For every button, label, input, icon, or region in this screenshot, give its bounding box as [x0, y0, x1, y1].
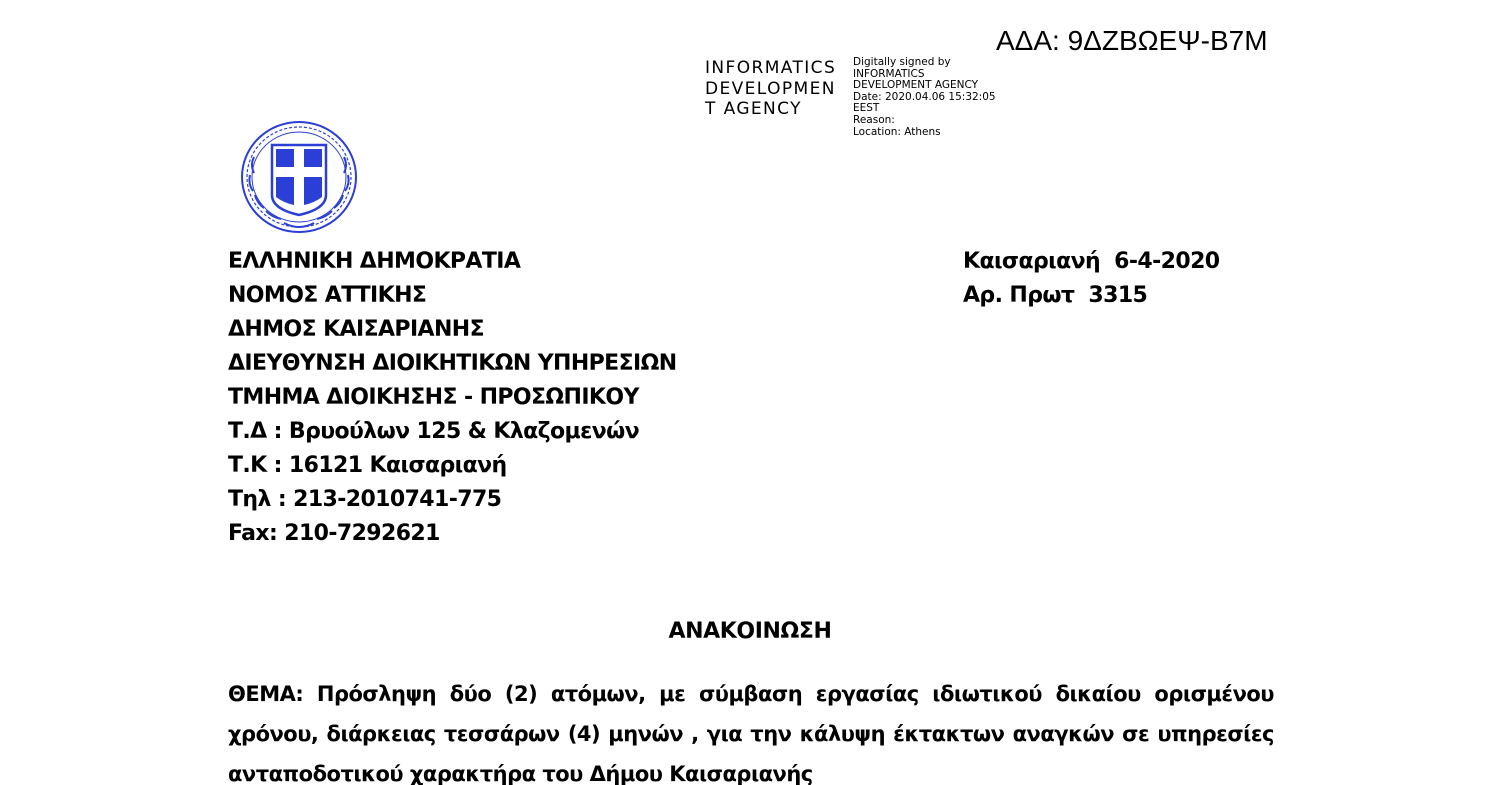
digital-signature-details	[853, 57, 996, 138]
announcement-title: ΑΝΑΚΟΙΝΩΣΗ	[668, 619, 832, 644]
signature-name-line: DEVELOPMEN	[705, 78, 836, 99]
protocol-number: Αρ. Πρωτ 3315	[963, 283, 1148, 308]
signature-detail-line: EEST	[853, 102, 880, 115]
issuer-header	[228, 245, 677, 551]
greek-coat-of-arms-icon	[236, 117, 362, 237]
header-line-directorate: ΔΙΕΥΘΥΝΣΗ ΔΙΟΙΚΗΤΙΚΩΝ ΥΠΗΡΕΣΙΩΝ	[228, 351, 677, 376]
ada-code: ΑΔΑ: 9ΔΖΒΩΕΨ-Β7Μ	[996, 25, 1268, 56]
header-line-postcode: Τ.Κ : 16121 Καισαριανή	[228, 453, 507, 478]
digital-signature-name	[705, 58, 855, 120]
header-line-address: Τ.Δ : Βρυούλων 125 & Κλαζομενών	[228, 419, 640, 444]
signature-detail-line: Date: 2020.04.06 15:32:05	[853, 90, 996, 103]
signature-detail-line: DEVELOPMENT AGENCY	[853, 79, 979, 92]
header-line-prefecture: ΝΟΜΟΣ ΑΤΤΙΚΗΣ	[228, 283, 427, 308]
header-line-fax: Fax: 210-7292621	[228, 521, 440, 546]
header-line-country: ΕΛΛΗΝΙΚΗ ΔΗΜΟΚΡΑΤΙΑ	[228, 249, 521, 274]
signature-detail-line: INFORMATICS	[853, 67, 925, 80]
signature-detail-line: Reason:	[853, 113, 895, 126]
signature-detail-line: Location: Athens	[853, 125, 941, 138]
signature-detail-line: Digitally signed by	[853, 56, 951, 68]
signature-name-line: T AGENCY	[705, 99, 802, 119]
subject-paragraph: ΘΕΜΑ: Πρόσληψη δύο (2) ατόμων, με σύμβαση εργασίας ιδιωτικού δικαίου ορισμένου χρόνου, διάρκειας τεσσάρων (4) μηνών , για την κάλυψη έκτακτων αναγκών σε υπηρεσίες ανταποδοτικού χαρακτήρα του Δήμου Καισαριανής	[228, 682, 1274, 785]
header-line-department: ΤΜΗΜΑ ΔΙΟΙΚΗΣΗΣ - ΠΡΟΣΩΠΙΚΟΥ	[228, 385, 639, 410]
signature-name-line: INFORMATICS	[705, 58, 837, 78]
date-protocol-block	[963, 245, 1220, 313]
header-line-municipality: ΔΗΜΟΣ ΚΑΙΣΑΡΙΑΝΗΣ	[228, 317, 485, 342]
place-date: Καισαριανή 6-4-2020	[963, 249, 1220, 274]
header-line-phone: Τηλ : 213-2010741-775	[228, 487, 502, 512]
